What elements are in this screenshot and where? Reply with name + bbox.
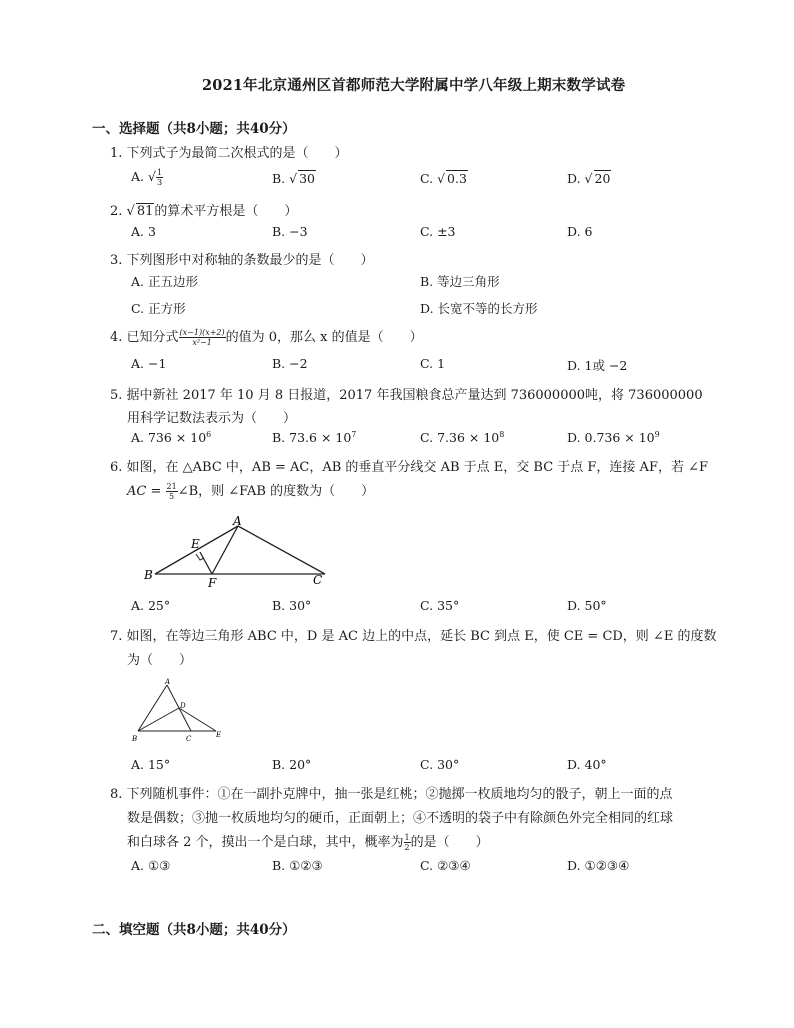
label-b: B — [144, 568, 153, 582]
q1-option-a: A. √ $\frac{1}{3}$ — [131, 168, 163, 187]
question-7-line2: 为（ ） — [127, 653, 193, 668]
triangle-abc-figure-q6 — [140, 512, 340, 592]
q2-option-c: C. ±3 — [420, 224, 456, 239]
q4-option-d: D. 1或 −2 — [567, 358, 628, 373]
q4-option-a: A. −1 — [131, 356, 167, 371]
q4-option-b: B. −2 — [272, 356, 308, 371]
question-4-stem: 4. 已知分式 $\frac{(x-1)(x+2)}{\text{x²−1}}$ 的值为 0，那么 x 的值是（ ） — [110, 328, 423, 347]
q8-option-d: D. ①②③④ — [567, 858, 630, 873]
section-heading-fill-in: 二、填空题（共8小题；共40分） — [92, 922, 296, 938]
label-a: A — [165, 678, 171, 686]
question-3-stem: 3. 下列图形中对称轴的条数最少的是（ ） — [110, 253, 374, 268]
q5-option-c: C. $7.36 \times 10^8$ — [420, 430, 505, 446]
q6-option-b: B. 30° — [272, 598, 312, 613]
q6-option-a: A. 25° — [131, 598, 171, 613]
q5-option-d: D. $0.736 \times 10^9$ — [567, 430, 660, 446]
section-heading-choice: 一、选择题（共8小题；共40分） — [92, 121, 296, 137]
q1-option-c: C. √ 0.3 — [420, 171, 467, 186]
q2-option-a: A. 3 — [131, 224, 156, 239]
q4-option-c: C. 1 — [420, 356, 446, 371]
label-c: C — [313, 573, 323, 587]
q2-option-d: D. 6 — [567, 224, 593, 239]
question-6-line2: AC = $\frac{21}{5}$ ∠B，则 ∠FAB 的度数为（ ） — [127, 482, 375, 501]
question-8-line2: 数是偶数；③抛一枚质地均匀的硬币，正面朝上；④不透明的袋子中有除颜色外完全相同的红球 — [127, 811, 674, 826]
question-8-line3: 和白球各 2 个，摸出一个是白球，其中，概率为 $\frac{1}{2}$ 的是（ ） — [127, 833, 489, 852]
q3-option-d: D. 长宽不等的长方形 — [420, 301, 538, 316]
question-6-line1: 6. 如图，在 △ABC 中，AB = AC，AB 的垂直平分线交 AB 于点 E，交 BC 于点 F，连接 AF，若 ∠F — [110, 460, 709, 475]
q6-option-d: D. 50° — [567, 598, 607, 613]
question-5-line2: 用科学记数法表示为（ ） — [127, 411, 297, 426]
label-a: A — [233, 514, 242, 528]
q3-option-b: B. 等边三角形 — [420, 274, 500, 289]
label-d: D — [180, 702, 186, 710]
q8-option-c: C. ②③④ — [420, 858, 471, 873]
q2-option-b: B. −3 — [272, 224, 308, 239]
equilateral-triangle-figure-q7 — [128, 675, 228, 745]
q7-option-d: D. 40° — [567, 757, 607, 772]
question-5-line1: 5. 据中新社 2017 年 10 月 8 日报道，2017 年我国粮食总产量达到 736000000吨，将 736000000 — [110, 388, 703, 403]
q7-option-b: B. 20° — [272, 757, 312, 772]
question-1-stem: 1. 下列式子为最简二次根式的是（ ） — [110, 146, 348, 161]
question-8-line1: 8. 下列随机事件：①在一副扑克牌中，抽一张是红桃；②抛掷一枚质地均匀的骰子，朝上一面的点 — [110, 787, 673, 802]
q5-option-b: B. $73.6 \times 10^7$ — [272, 430, 357, 446]
label-c: C — [186, 735, 192, 743]
q6-option-c: C. 35° — [420, 598, 460, 613]
label-e: E — [216, 731, 222, 739]
q7-option-a: A. 15° — [131, 757, 171, 772]
page-title: 2021年北京通州区首都师范大学附属中学八年级上期末数学试卷 — [202, 77, 626, 94]
q1-option-b: B. √ 30 — [272, 171, 316, 186]
label-f: F — [208, 576, 217, 590]
q1-option-d: D. √ 20 — [567, 171, 611, 186]
q7-option-c: C. 30° — [420, 757, 460, 772]
q8-option-a: A. ①③ — [131, 858, 171, 873]
q3-option-a: A. 正五边形 — [131, 274, 198, 289]
label-e: E — [191, 537, 200, 551]
q5-option-a: A. $736 \times 10^6$ — [131, 430, 212, 446]
q3-option-c: C. 正方形 — [131, 301, 186, 316]
question-7-line1: 7. 如图，在等边三角形 ABC 中，D 是 AC 边上的中点，延长 BC 到点 E，使 CE = CD，则 ∠E 的度数 — [110, 629, 717, 644]
q8-option-b: B. ①②③ — [272, 858, 323, 873]
question-2-stem: 2. √ 81的算术平方根是（ ） — [110, 204, 298, 219]
label-b: B — [132, 735, 138, 743]
